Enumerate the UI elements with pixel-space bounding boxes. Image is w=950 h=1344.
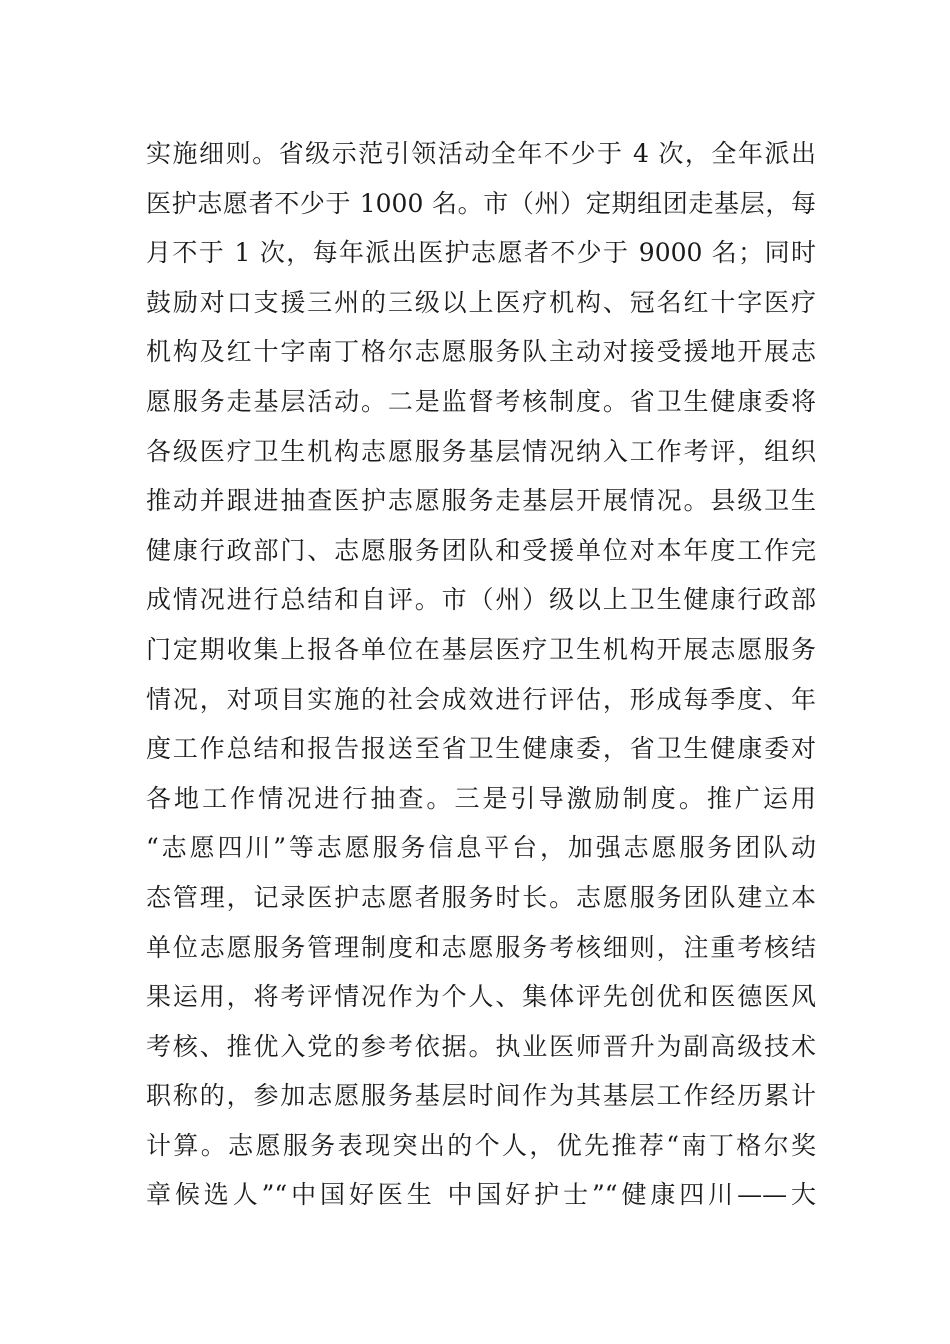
text-line-1: 实施细则。省级示范引领活动全年不少于 4 次，全年派出	[146, 139, 816, 168]
text-line-16: 态管理，记录医护志愿者服务时长。志愿服务团队建立本	[146, 882, 816, 912]
text-line-6: 愿服务走基层活动。二是监督考核制度。省卫生健康委将	[146, 386, 816, 416]
text-line-7: 各级医疗卫生机构志愿服务基层情况纳入工作考评，组织	[146, 436, 816, 466]
text-line-5: 机构及红十字南丁格尔志愿服务队主动对接受援地开展志	[146, 337, 816, 367]
text-line-21: 计算。志愿服务表现突出的个人，优先推荐“南丁格尔奖	[146, 1130, 816, 1160]
body-text	[146, 129, 816, 1220]
text-line-12: 情况，对项目实施的社会成效进行评估，形成每季度、年	[146, 684, 816, 714]
text-line-8: 推动并跟进抽查医护志愿服务走基层开展情况。县级卫生	[146, 486, 816, 516]
text-line-9: 健康行政部门、志愿服务团队和受援单位对本年度工作完	[146, 535, 816, 565]
text-line-11: 门定期收集上报各单位在基层医疗卫生机构开展志愿服务	[146, 634, 816, 664]
text-line-22: 章候选人”“中国好医生 中国好护士”“健康四川——大	[146, 1180, 816, 1210]
text-line-3: 月不于 1 次，每年派出医护志愿者不少于 9000 名；同时	[146, 238, 816, 268]
text-line-18: 果运用，将考评情况作为个人、集体评先创优和医德医风	[146, 982, 816, 1012]
text-line-10: 成情况进行总结和自评。市（州）级以上卫生健康行政部	[146, 585, 816, 615]
text-line-14: 各地工作情况进行抽查。三是引导激励制度。推广运用	[146, 783, 816, 813]
text-line-19: 考核、推优入党的参考依据。执业医师晋升为副高级技术	[146, 1031, 816, 1061]
text-line-15: “志愿四川”等志愿服务信息平台，加强志愿服务团队动	[146, 833, 816, 863]
text-line-2: 医护志愿者不少于 1000 名。市（州）定期组团走基层，每	[146, 188, 816, 218]
text-line-13: 度工作总结和报告报送至省卫生健康委，省卫生健康委对	[146, 734, 816, 764]
text-line-17: 单位志愿服务管理制度和志愿服务考核细则，注重考核结	[146, 932, 816, 962]
text-line-4: 鼓励对口支援三州的三级以上医疗机构、冠名红十字医疗	[146, 287, 816, 317]
text-line-20: 职称的，参加志愿服务基层时间作为其基层工作经历累计	[146, 1081, 816, 1111]
